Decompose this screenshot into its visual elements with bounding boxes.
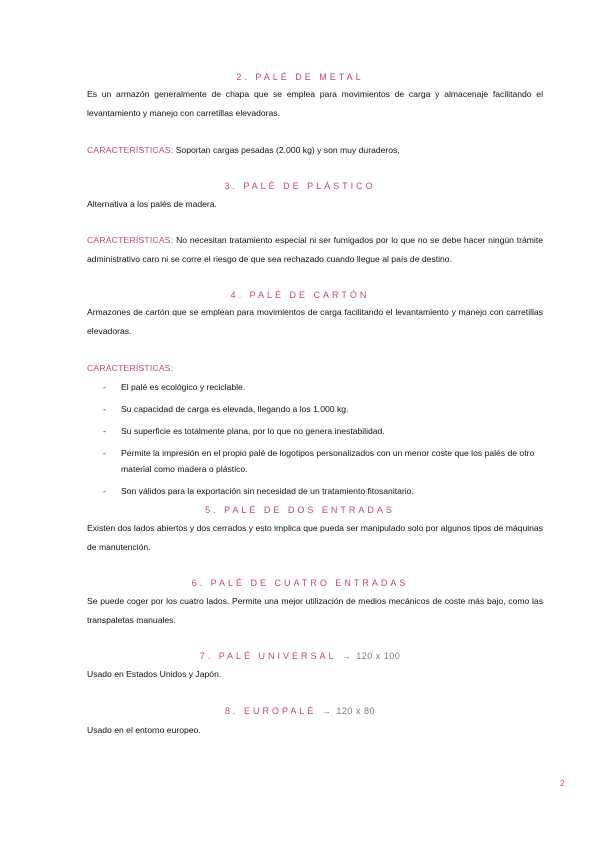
section-heading-universal: 7. PALÉ UNIVERSAL → 120 x 100 <box>199 651 401 661</box>
section-heading-metal: 2. PALÉ DE METAL <box>236 72 364 82</box>
features-list-carton <box>87 379 543 505</box>
section-heading-plastico: 3. PALÉ DE PLÁSTICO <box>224 181 376 191</box>
bullet-marker: - <box>103 382 106 392</box>
arrow-icon: → <box>321 706 331 716</box>
features-plastico <box>87 231 543 269</box>
list-item: - Su superficie es totalmente plana, por lo que no genera inestabilidad. <box>87 423 543 439</box>
section-text-cuatro-entradas: Se puede coger por los cuatro lados. Permite una mejor utilización de medios mecánicos de coste más bajo, como las transpaletas manuales. <box>87 596 543 625</box>
list-item: - Su capacidad de carga es elevada, llegando a los 1.000 kg. <box>87 401 543 417</box>
features-carton <box>87 359 543 378</box>
section-text-plastico: Alternativa a los palés de madera. <box>87 199 217 209</box>
list-item: - El palé es ecológico y reciclable. <box>87 379 543 395</box>
section-heading-dos-entradas: 5. PALÉ DE DOS ENTRADAS <box>205 505 395 515</box>
features-label: CARACTERÍSTICAS: <box>87 145 174 155</box>
section-text-europale: Usado en el entorno europeo. <box>87 725 201 735</box>
page-number: 2 <box>560 778 565 788</box>
features-label: CARACTERÍSTICAS: <box>87 235 174 245</box>
bullet-marker: - <box>103 426 106 436</box>
features-text: No necesitan tratamiento especial ni ser fumigados por lo que no se debe hacer ningún trámite administrativo caro ni se corre el riesgo de que sea rechazado cuando llegue al país de destino. <box>87 235 544 264</box>
section-text-universal: Usado en Estados Unidos y Japón. <box>87 669 222 679</box>
features-text: Soportan cargas pesadas (2.000 kg) y son muy duraderos. <box>175 145 400 155</box>
section-heading-europale: 8. EUROPALÉ → 120 x 80 <box>225 706 375 716</box>
bullet-marker: - <box>103 486 106 496</box>
bullet-marker: - <box>103 404 106 414</box>
section-heading-carton: 4. PALÉ DE CARTÓN <box>230 290 370 300</box>
arrow-icon: → <box>341 651 351 661</box>
features-label: CARACTERÍSTICAS: <box>87 363 174 373</box>
section-text-carton: Armazones de cartón que se emplean para movimientos de carga facilitando el levantamiento y manejo con carretillas elevadoras. <box>87 307 543 336</box>
features-metal <box>87 141 543 160</box>
section-text-metal: Es un armazón generalmente de chapa que se emplea para movimientos de carga y almacenaje facilitando el levantamiento y manejo con carretillas elevadoras. <box>87 89 543 118</box>
pallet-size: 120 x 100 <box>356 651 401 661</box>
section-text-dos-entradas: Existen dos lados abiertos y dos cerrados y esto implica que pueda ser manipulado solo por algunos tipos de máquinas de manutención. <box>87 523 543 552</box>
section-heading-cuatro-entradas: 6. PALÉ DE CUATRO ENTRADAS <box>191 578 409 588</box>
list-item: - Permite la impresión en el propio palé de logotipos personalizados con un menor coste que los palés de otro material como madera o plástico. <box>87 445 543 477</box>
list-item: - Son válidos para la exportación sin necesidad de un tratamiento fitosanitario. <box>87 483 543 499</box>
bullet-marker: - <box>103 448 106 458</box>
pallet-size: 120 x 80 <box>336 706 375 716</box>
